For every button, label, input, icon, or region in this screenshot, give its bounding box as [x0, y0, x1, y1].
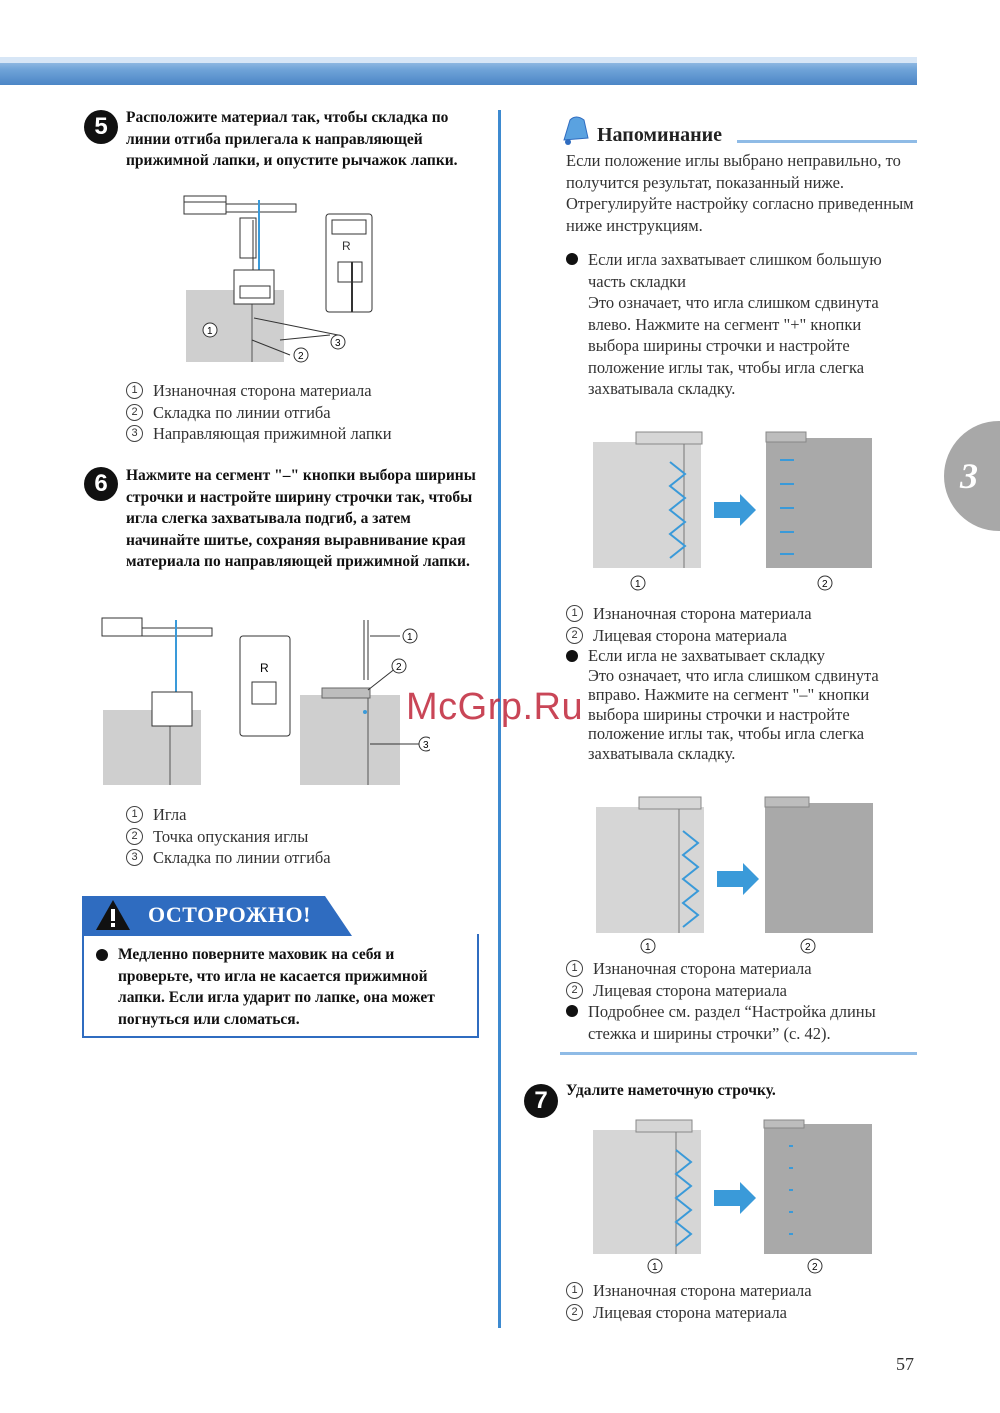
legend-text: Изнаночная сторона материала [593, 959, 812, 978]
legend-text: Лицевая сторона материала [593, 980, 787, 1000]
legend-text: Складка по линии отгиба [153, 402, 331, 422]
list-item [566, 1280, 916, 1302]
legend-number: 1 [126, 382, 143, 399]
label-2: 2 [298, 351, 304, 362]
list-item [566, 980, 916, 1002]
memo-case1-body: Это означает, что игла слишком сдвинута влево. Нажмите на сегмент "+" кнопки выбора ширины строчки и настройте положение иглы так, чтобы игла слегка захватывала складку. [588, 293, 879, 398]
list-item [126, 804, 486, 826]
memo-intro: Если положение иглы выбрано неправильно, то получится результат, показанный ниже. Отрегулируйте настройку согласно приведенным ниже инструкциям. [566, 151, 914, 235]
legend-number: 1 [566, 960, 583, 977]
step6-instruction: Нажмите на сегмент "–" кнопки выбора ширины строчки и настройте ширину строчки так, чтобы игла слегка захватывала подгиб, а затем начинайте шитье, сохраняя выравнивание края материала по направляющей прижимной лапки. [126, 467, 476, 570]
legend-number: 2 [566, 1304, 583, 1321]
label-2: 2 [812, 1262, 818, 1273]
list-item [566, 603, 916, 625]
legend-number: 3 [126, 849, 143, 866]
case2-illustration [593, 795, 883, 960]
memo-title-line [737, 140, 917, 143]
bullet [566, 650, 578, 662]
list-item [126, 402, 486, 424]
warning-icon [94, 898, 132, 932]
list-item [126, 847, 486, 869]
step-number-5: 5 [84, 110, 118, 144]
case1-legend [566, 603, 916, 646]
legend-text: Складка по линии отгиба [153, 848, 331, 867]
step-number-7: 7 [524, 1084, 558, 1118]
caution-text: Медленно поверните маховик на себя и проверьте, что игла не касается прижимной лапки. Если игла ударит по лапке, она может погнуться или сломаться. [118, 946, 435, 1028]
bullet [96, 949, 108, 961]
memo-case2-heading: Если игла не захватывает складку [588, 646, 826, 665]
legend-number: 1 [566, 605, 583, 622]
label-2: 2 [805, 942, 811, 953]
legend-text: Изнаночная сторона материала [153, 381, 372, 400]
memo-title: Напоминание [597, 124, 723, 146]
legend-text: Лицевая сторона материала [593, 1302, 787, 1322]
step-number-6: 6 [84, 467, 118, 501]
legend-number: 3 [126, 425, 143, 442]
memo-case2 [566, 646, 916, 763]
step7-legend [566, 1280, 916, 1323]
legend-number: 1 [566, 1282, 583, 1299]
watermark: McGrp.Ru [406, 686, 584, 728]
bullet [566, 1005, 578, 1017]
case2-legend [566, 958, 916, 1001]
step5-instruction: Расположите материал так, чтобы складка по линии отгиба прилегала к направляющей прижимной лапки, и опустите рычажок лапки. [126, 109, 458, 169]
list-item [566, 625, 916, 647]
list-item [566, 958, 916, 980]
caution-title: ОСТОРОЖНО! [148, 902, 311, 927]
step5-illustration [180, 190, 380, 370]
step5-legend [126, 380, 486, 445]
legend-text: Игла [153, 805, 187, 824]
label-1: 1 [645, 942, 651, 953]
header-band-highlight [0, 57, 917, 63]
case1-illustration [590, 430, 880, 600]
list-item [126, 380, 486, 402]
label-1: 1 [207, 326, 213, 337]
legend-text: Лицевая сторона материала [593, 625, 787, 645]
legend-number: 1 [126, 806, 143, 823]
legend-number: 2 [126, 404, 143, 421]
label-2: 2 [822, 579, 828, 590]
memo-reference [566, 1001, 916, 1044]
legend-text: Направляющая прижимной лапки [153, 424, 392, 443]
label-1: 1 [407, 632, 413, 643]
step7-illustration [590, 1118, 880, 1278]
legend-text: Изнаночная сторона материала [593, 604, 812, 623]
label-1: 1 [652, 1262, 658, 1273]
list-item [126, 826, 486, 848]
legend-text: Изнаночная сторона материала [593, 1281, 812, 1300]
chapter-number: 3 [960, 456, 978, 496]
step6-illustration [100, 610, 430, 790]
label-3: 3 [335, 338, 341, 349]
label-2: 2 [396, 662, 402, 673]
bullet [566, 253, 578, 265]
bell-icon [558, 112, 594, 148]
list-item [566, 1302, 916, 1324]
label-1: 1 [635, 579, 641, 590]
memo-case1 [566, 249, 916, 400]
list-item [126, 423, 486, 445]
label-3: 3 [423, 740, 429, 751]
step6-legend [126, 804, 486, 869]
legend-number: 2 [126, 828, 143, 845]
memo-case1-heading: Если игла захватывает слишком большую часть складки [588, 250, 882, 291]
step7-instruction: Удалите наметочную строчку. [566, 1082, 776, 1099]
svg-text:R: R [342, 239, 351, 253]
legend-number: 2 [566, 627, 583, 644]
legend-number: 2 [566, 982, 583, 999]
svg-text:R: R [260, 661, 269, 675]
memo-case2-body: Это означает, что игла слишком сдвинута вправо. Нажмите на сегмент "–" кнопки выбора ширины строчки и настройте положение иглы так, чтобы игла слегка захватывала складку. [588, 665, 879, 763]
memo-reference-text: Подробнее см. раздел “Настройка длины стежка и ширины строчки” (с. 42). [588, 1002, 876, 1043]
page-number: 57 [896, 1354, 914, 1374]
legend-text: Точка опускания иглы [153, 826, 309, 846]
memo-bottom-line [560, 1052, 917, 1055]
caution-item [96, 944, 466, 1030]
